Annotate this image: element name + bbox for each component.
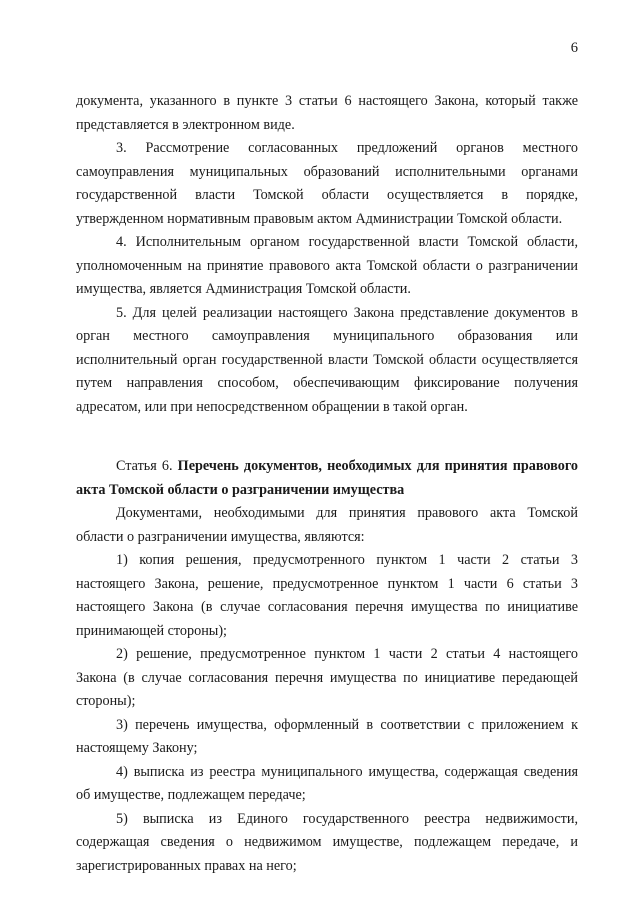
list-item: 5) выписка из Единого государственного реестра недвижимости, содержащая сведения о недвижимом имуществе, подлежащем передаче, и зарегистрированных правах на него;	[76, 810, 578, 874]
section-gap	[76, 419, 578, 455]
article-label: Статья 6.	[116, 458, 173, 474]
paragraph: 3. Рассмотрение согласованных предложений органов местного самоуправления муниципальных образований исполнительными органами государственной власти Томской области осуществляется в порядке, утвержденном нормативным правовым актом Администрации Томской области.	[76, 140, 578, 227]
paragraph: Документами, необходимыми для принятия правового акта Томской области о разграничении имущества, являются:	[76, 505, 578, 545]
list-item: 4) выписка из реестра муниципального имущества, содержащая сведения об имуществе, подлежащем передаче;	[76, 763, 578, 803]
paragraph: 4. Исполнительным органом государственной власти Томской области, уполномоченным на принятие правового акта Томской области о разграничении имущества, является Администрация Томской области.	[76, 234, 578, 297]
list-item: 1) копия решения, предусмотренного пунктом 1 части 2 статьи 3 настоящего Закона, решение, предусмотренное пунктом 1 части 6 статьи 3 настоящего Закона (в случае согласования перечня имущества по инициативе принимающей стороны);	[76, 552, 578, 639]
list-item: 3) перечень имущества, оформленный в соответствии с приложением к настоящему Закону;	[76, 716, 578, 756]
list-item: 2) решение, предусмотренное пунктом 1 части 2 статьи 4 настоящего Закона (в случае согласования перечня имущества по инициативе передающей стороны);	[76, 646, 578, 709]
paragraph: 5. Для целей реализации настоящего Закона представление документов в орган местного самоуправления муниципального образования или исполнительный орган государственной власти Томской области осуществляется путем направления способом, обеспечивающим фиксирование получения адресатом, или при непосредственном обращении в такой орган.	[76, 304, 578, 415]
document-body	[76, 90, 578, 878]
paragraph: документа, указанного в пункте 3 статьи 6 настоящего Закона, который также представляется в электронном виде.	[76, 93, 578, 133]
article-title: Перечень документов, необходимых для принятия правового акта Томской области о разграничении имущества	[76, 458, 579, 498]
article-heading	[76, 455, 578, 502]
page-number: 6	[570, 40, 578, 56]
